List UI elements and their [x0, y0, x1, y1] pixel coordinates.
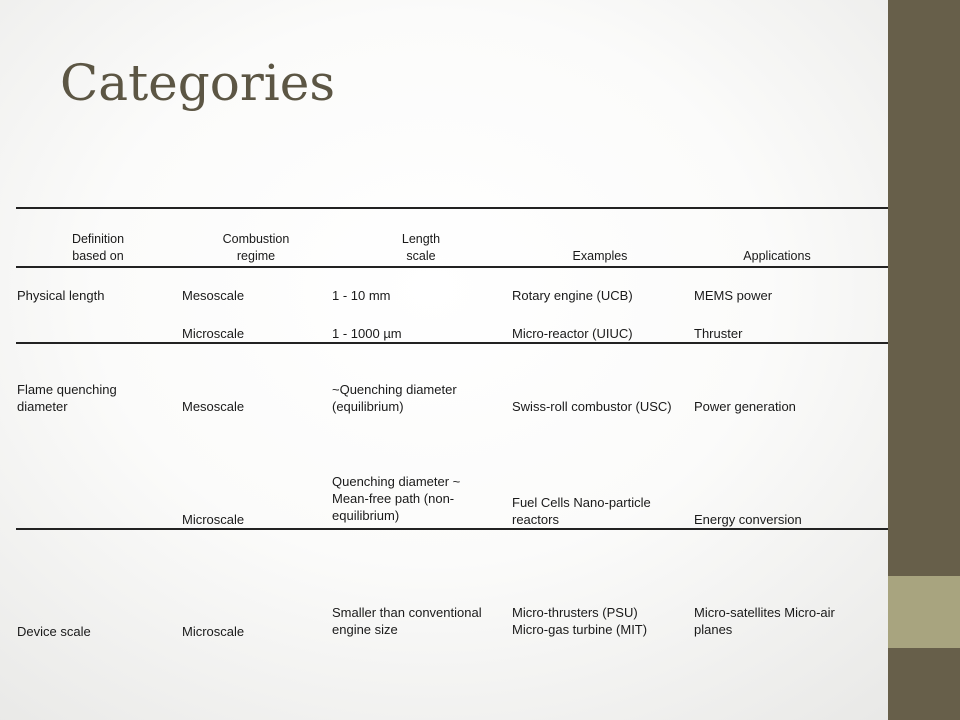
cell-examples: Swiss-roll combustor (USC) [512, 399, 672, 414]
cell-length-scale: Quenching diameter ~ Mean-free path (non- equilibrium) [332, 474, 461, 523]
cell-combustion-regime: Microscale [182, 512, 245, 527]
cell-applications: Power generation [694, 399, 796, 414]
cell-length-scale: 1 - 1000 µm [332, 326, 402, 341]
cell-length-scale: ~Quenching diameter (equilibrium) [332, 382, 457, 414]
cell-length-scale: 1 - 10 mm [332, 288, 391, 303]
cell-applications: Energy conversion [694, 512, 802, 527]
cell-definition: Physical length [17, 288, 105, 303]
cell-combustion-regime: Microscale [182, 326, 245, 341]
table-top-rule [16, 207, 888, 209]
cell-examples: Micro-thrusters (PSU) Micro-gas turbine (MIT) [512, 605, 648, 637]
cell-combustion-regime: Mesoscale [182, 288, 245, 303]
table-row-rule [16, 342, 888, 344]
header-examples: Examples [572, 249, 628, 263]
header-combustion-regime: Combustion regime [222, 232, 290, 263]
cell-examples: Micro-reactor (UIUC) [512, 326, 633, 341]
side-bar-bottom [888, 648, 960, 720]
header-definition: Definition based on [71, 232, 125, 263]
header-length-scale: Length scale [401, 232, 441, 263]
cell-combustion-regime: Mesoscale [182, 399, 245, 414]
side-bar-accent [888, 576, 960, 648]
cell-examples: Rotary engine (UCB) [512, 288, 633, 303]
header-applications: Applications [743, 249, 811, 263]
side-bar-top [888, 0, 960, 576]
cell-applications: Thruster [694, 326, 743, 341]
cell-examples: Fuel Cells Nano-particle reactors [512, 495, 651, 527]
cell-definition: Flame quenching diameter [17, 382, 117, 414]
table-row-rule [16, 528, 888, 530]
cell-applications: Micro-satellites Micro-air planes [694, 605, 835, 637]
cell-applications: MEMS power [694, 288, 773, 303]
cell-combustion-regime: Microscale [182, 624, 245, 639]
slide-title: Categories [60, 54, 335, 112]
cell-length-scale: Smaller than conventional engine size [332, 605, 482, 637]
table-header-rule [16, 266, 888, 268]
cell-definition: Device scale [17, 624, 91, 639]
